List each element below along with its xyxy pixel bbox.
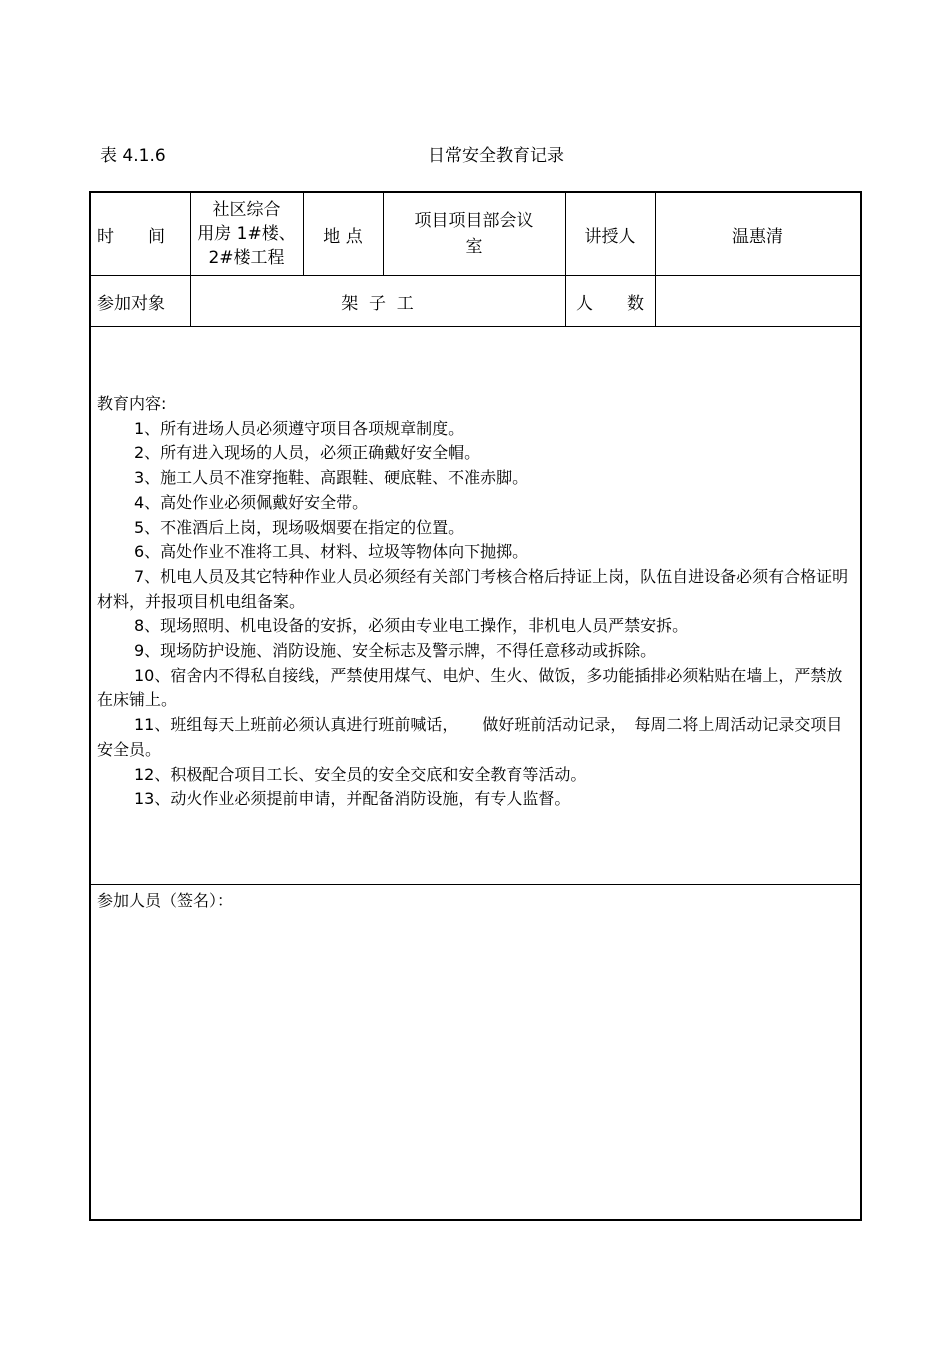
- content-item-8: 8、现场照明、机电设备的安拆，必须由专业电工操作，非机电人员严禁安拆。: [134, 616, 689, 636]
- signature-label: 参加人员（签名）：: [97, 891, 234, 910]
- lecturer-label: 讲授人: [584, 226, 636, 247]
- project-name: [190, 193, 303, 275]
- content-item-13: 13、动火作业必须提前申请，并配备消防设施，有专人监督。: [134, 789, 571, 809]
- content-heading: 教育内容:: [97, 394, 167, 413]
- row-divider-3: [91, 884, 860, 885]
- education-content: [97, 392, 857, 812]
- table-number: 表 4.1.6: [100, 146, 166, 166]
- content-item-9: 9、现场防护设施、消防设施、安全标志及警示牌，不得任意移动或拆除。: [134, 641, 657, 661]
- content-item-1: 1、所有进场人员必须遵守项目各项规章制度。: [134, 418, 465, 438]
- project-name-line-3: 2#楼工程: [208, 248, 285, 268]
- place-value-line-2: 室: [465, 237, 483, 257]
- document-title: 日常安全教育记录: [428, 146, 564, 166]
- participants-value: 架 子 工: [341, 293, 414, 314]
- place-value: [383, 193, 565, 275]
- content-item-4: 4、高处作业必须佩戴好安全带。: [134, 492, 369, 512]
- participants-label: 参加对象: [97, 293, 165, 314]
- content-item-5: 5、不准酒后上岗，现场吸烟要在指定的位置。: [134, 517, 465, 537]
- lecturer-value: 温惠清: [732, 226, 783, 247]
- time-label: 时 间: [97, 226, 165, 247]
- content-item-6: 6、高处作业不准将工具、材料、垃圾等物体向下抛掷。: [134, 542, 529, 562]
- place-label: 地 点: [323, 226, 363, 247]
- content-item-7: 7、机电人员及其它特种作业人员必须经有关部门考核合格后持证上岗，队伍自进设备必须有合格证明材料，并报项目机电组备案。: [97, 566, 849, 611]
- content-item-3: 3、施工人员不准穿拖鞋、高跟鞋、硬底鞋、不准赤脚。: [134, 468, 529, 488]
- content-item-10: 10、宿舍内不得私自接线，严禁使用煤气、电炉、生火、做饭，多功能插排必须粘贴在墙上，严禁放在床铺上。: [97, 665, 843, 710]
- row-divider-2: [91, 326, 860, 327]
- place-value-line-1: 项目项目部会议: [414, 211, 534, 231]
- count-label: 人 数: [576, 293, 644, 314]
- record-table: [89, 191, 862, 1221]
- count-value: [655, 276, 860, 326]
- project-name-line-2: 用房 1#楼、: [197, 224, 296, 244]
- project-name-line-1: 社区综合: [212, 200, 281, 220]
- content-item-12: 12、积极配合项目工长、安全员的安全交底和安全教育等活动。: [134, 764, 587, 784]
- content-item-11: 11、班组每天上班前必须认真进行班前喊话， 做好班前活动记录， 每周二将上周活动记录交项目安全员。: [97, 715, 843, 759]
- content-item-2: 2、所有进入现场的人员，必须正确戴好安全帽。: [134, 443, 481, 463]
